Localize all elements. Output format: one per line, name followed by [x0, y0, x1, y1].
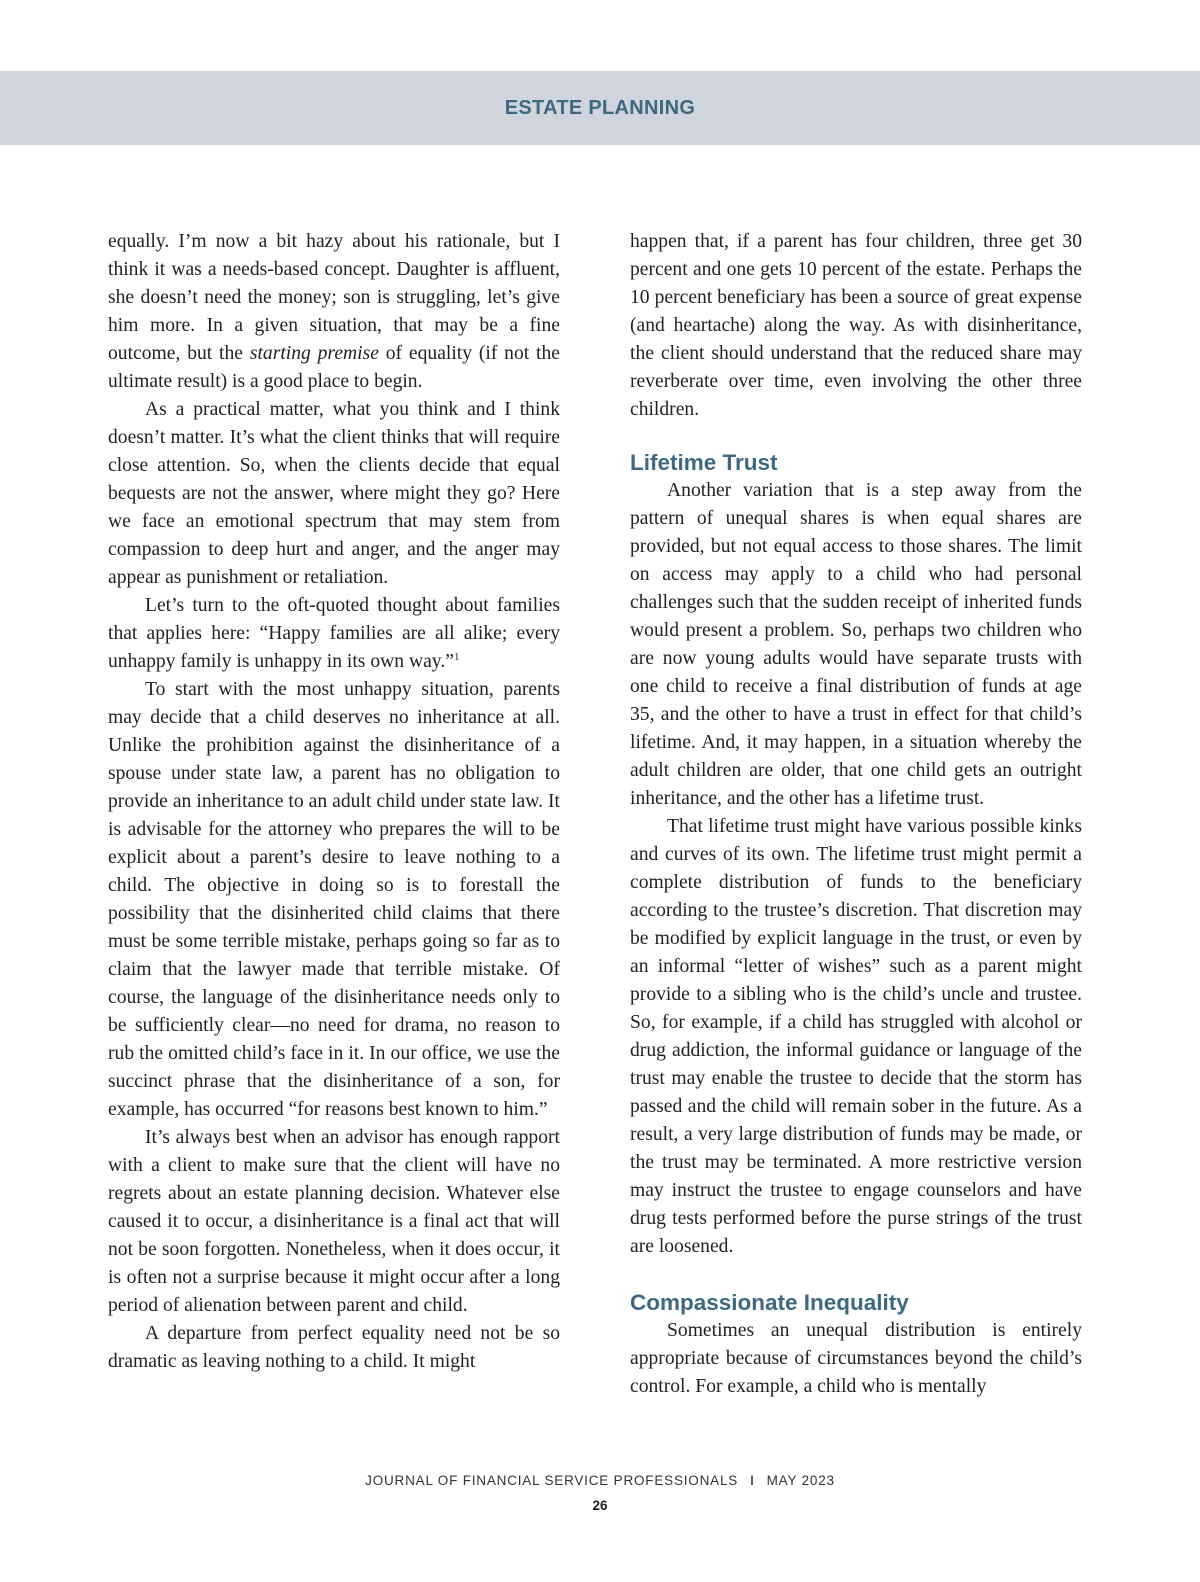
section-heading-lifetime-trust: Lifetime Trust — [630, 450, 778, 475]
paragraph: It’s always best when an advisor has enough rapport with a client to make sure that the client will have no regrets about an estate planning decision. Whatever else caused it to occur, a disinheritance is a final act that will not be soon forgotten. Nonetheless, when it does occur, it is often not a surprise because it might occur after a long period of alienation between parent and child. — [108, 1127, 560, 1316]
paragraph: To start with the most unhappy situation, parents may decide that a child deserves no inheritance at all. Unlike the prohibition against the disinheritance of a spouse under state law, a parent has no obligation to provide an inheritance to an adult child under state law. It is advisable for the attorney who prepares the will to be explicit about a parent’s desire to leave nothing to a child. The objective in doing so is to forestall the possibility that the disinherited child claims that there must be some terrible mistake, perhaps going so far as to claim that the lawyer made that terrible mistake. Of course, the language of the disinheritance needs only to be sufficiently clear—no need for drama, no reason to rub the omitted child’s face in it. In our office, we use the succinct phrase that the disinheritance of a son, for example, has occurred “for reasons best known to him.” — [108, 679, 560, 1120]
footnote-marker[interactable]: 1 — [453, 651, 460, 663]
paragraph-text: equally. I’m now a bit hazy about his rationale, but I think it was a needs-based concept. Daughter is affluent, she doesn’t need the money; son is struggling, let’s give him more. In a given situation, that may be a fine outcome, but the — [108, 231, 560, 364]
paragraph-text: Let’s turn to the oft-quoted thought about families that applies here: “Happy families are all alike; every unhappy family is unhappy in its own way.” — [108, 595, 560, 672]
paragraph — [108, 228, 560, 396]
section-title: ESTATE PLANNING — [504, 97, 696, 119]
paragraph: Sometimes an unequal distribution is entirely appropriate because of circumstances beyond the child’s control. For example, a child who is mentally — [630, 1320, 1082, 1397]
paragraph: happen that, if a parent has four children, three get 30 percent and one gets 10 percent of the estate. Perhaps the 10 percent beneficiary has been a source of great expense (and heartache) along the way. As with disinheritance, the client should understand that the reduced share may reverberate over time, even involving the other three children. — [630, 231, 1082, 420]
left-column — [108, 228, 560, 1376]
right-column — [630, 228, 1082, 1401]
emphasis-text: starting premise — [249, 343, 379, 364]
journal-name: JOURNAL OF FINANCIAL SERVICE PROFESSIONALS — [365, 1473, 739, 1488]
paragraph-text: of equality (if not the ultimate result) is a good place to begin. — [108, 343, 560, 392]
section-heading-compassionate-inequality: Compassionate Inequality — [630, 1290, 909, 1315]
paragraph: Another variation that is a step away from the pattern of unequal shares is when equal shares are provided, but not equal access to those shares. The limit on access may apply to a child who had personal challenges such that the sudden receipt of inherited funds would present a problem. So, perhaps two children who are now young adults would have separate trusts with one child to receive a final distribution of funds at age 35, and the other to have a trust in effect for that child’s lifetime. And, it may happen, in a situation whereby the adult children are older, that one child gets an outright inheritance, and the other has a lifetime trust. — [630, 480, 1082, 809]
page-footer — [0, 1473, 1200, 1488]
paragraph: As a practical matter, what you think and I think doesn’t matter. It’s what the client thinks that will require close attention. So, when the clients decide that equal bequests are not the answer, where might they go? Here we face an emotional spectrum that may stem from compassion to deep hurt and anger, and the anger may appear as punishment or retaliation. — [108, 399, 560, 588]
page-number: 26 — [592, 1498, 608, 1513]
section-header-banner — [0, 71, 1200, 145]
issue-date: MAY 2023 — [766, 1473, 835, 1488]
paragraph — [108, 592, 560, 676]
paragraph: That lifetime trust might have various possible kinks and curves of its own. The lifetime trust might permit a complete distribution of funds to the beneficiary according to the trustee’s discretion. That discretion may be modified by explicit language in the trust, or even by an informal “letter of wishes” such as a parent might provide to a sibling who is the child’s uncle and trustee. So, for example, if a child has struggled with alcohol or drug addiction, the informal guidance or language of the trust may enable the trustee to decide that the storm has passed and the child will remain sober in the future. As a result, a very large distribution of funds may be made, or the trust may be terminated. A more restrictive version may instruct the trustee to engage counselors and have drug tests performed before the purse strings of the trust are loosened. — [630, 816, 1082, 1257]
footer-separator: I — [750, 1473, 755, 1488]
paragraph: A departure from perfect equality need not be so dramatic as leaving nothing to a child. It might — [108, 1323, 560, 1372]
